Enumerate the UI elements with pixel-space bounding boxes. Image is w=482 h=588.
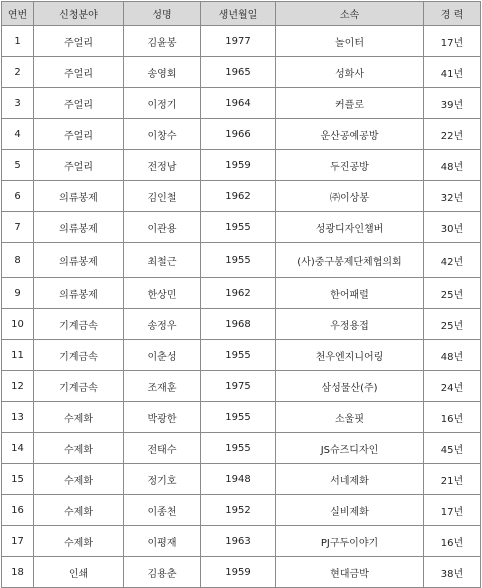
table-row xyxy=(2,150,481,181)
row-birth-year: 1955 xyxy=(201,433,276,464)
header-birth-year: 생년월일 xyxy=(201,2,276,26)
row-career: 25년 xyxy=(424,278,481,309)
row-index: 9 xyxy=(2,278,34,309)
row-field: 의류봉제 xyxy=(34,181,124,212)
row-career: 45년 xyxy=(424,433,481,464)
row-affiliation: 천우엔지니어링 xyxy=(276,340,424,371)
row-name: 박광한 xyxy=(124,402,201,433)
table-row xyxy=(2,340,481,371)
row-birth-year: 1952 xyxy=(201,495,276,526)
row-name: 김윤봉 xyxy=(124,26,201,57)
row-index: 12 xyxy=(2,371,34,402)
row-field: 수제화 xyxy=(34,402,124,433)
table-row xyxy=(2,495,481,526)
table-row xyxy=(2,433,481,464)
row-career: 24년 xyxy=(424,371,481,402)
row-career: 22년 xyxy=(424,119,481,150)
row-name: 송정우 xyxy=(124,309,201,340)
row-birth-year: 1964 xyxy=(201,88,276,119)
row-index: 15 xyxy=(2,464,34,495)
row-birth-year: 1955 xyxy=(201,243,276,278)
row-affiliation: (사)중구봉제단체협의회 xyxy=(276,243,424,278)
row-career: 17년 xyxy=(424,495,481,526)
row-index: 4 xyxy=(2,119,34,150)
row-career: 16년 xyxy=(424,526,481,557)
row-birth-year: 1962 xyxy=(201,181,276,212)
row-birth-year: 1955 xyxy=(201,340,276,371)
row-career: 42년 xyxy=(424,243,481,278)
row-name: 조재훈 xyxy=(124,371,201,402)
row-name: 김인철 xyxy=(124,181,201,212)
row-affiliation: 성화사 xyxy=(276,57,424,88)
row-name: 정기호 xyxy=(124,464,201,495)
header-career: 경 력 xyxy=(424,2,481,26)
row-career: 21년 xyxy=(424,464,481,495)
row-index: 5 xyxy=(2,150,34,181)
header-affiliation: 소속 xyxy=(276,2,424,26)
row-birth-year: 1966 xyxy=(201,119,276,150)
table-body xyxy=(2,26,481,588)
row-name: 이관용 xyxy=(124,212,201,243)
row-affiliation: ㈜이상봉 xyxy=(276,181,424,212)
row-field: 주얼리 xyxy=(34,26,124,57)
row-career: 39년 xyxy=(424,88,481,119)
row-affiliation: 성광디자인챔버 xyxy=(276,212,424,243)
row-birth-year: 1948 xyxy=(201,464,276,495)
table-row xyxy=(2,26,481,57)
row-birth-year: 1955 xyxy=(201,212,276,243)
header-field: 신청분야 xyxy=(34,2,124,26)
table-row xyxy=(2,243,481,278)
row-affiliation: 한어패럴 xyxy=(276,278,424,309)
table-row xyxy=(2,309,481,340)
row-birth-year: 1959 xyxy=(201,557,276,588)
row-birth-year: 1975 xyxy=(201,371,276,402)
row-index: 7 xyxy=(2,212,34,243)
row-index: 6 xyxy=(2,181,34,212)
table-row xyxy=(2,402,481,433)
row-affiliation: 실비제화 xyxy=(276,495,424,526)
row-field: 수제화 xyxy=(34,526,124,557)
row-name: 이정기 xyxy=(124,88,201,119)
header-index: 연번 xyxy=(2,2,34,26)
row-field: 의류봉제 xyxy=(34,243,124,278)
row-index: 10 xyxy=(2,309,34,340)
row-name: 전태수 xyxy=(124,433,201,464)
table-row xyxy=(2,557,481,588)
row-index: 1 xyxy=(2,26,34,57)
row-birth-year: 1965 xyxy=(201,57,276,88)
row-name: 전정남 xyxy=(124,150,201,181)
header-name: 성명 xyxy=(124,2,201,26)
row-affiliation: 현대금박 xyxy=(276,557,424,588)
row-career: 41년 xyxy=(424,57,481,88)
row-affiliation: PJ구두이야기 xyxy=(276,526,424,557)
row-field: 주얼리 xyxy=(34,150,124,181)
row-index: 8 xyxy=(2,243,34,278)
table-row xyxy=(2,278,481,309)
row-index: 16 xyxy=(2,495,34,526)
row-index: 2 xyxy=(2,57,34,88)
row-affiliation: 우정용접 xyxy=(276,309,424,340)
row-name: 김용춘 xyxy=(124,557,201,588)
row-name: 이창수 xyxy=(124,119,201,150)
row-birth-year: 1955 xyxy=(201,402,276,433)
row-field: 수제화 xyxy=(34,464,124,495)
row-name: 이춘성 xyxy=(124,340,201,371)
row-birth-year: 1977 xyxy=(201,26,276,57)
row-career: 17년 xyxy=(424,26,481,57)
row-field: 주얼리 xyxy=(34,57,124,88)
row-field: 의류봉제 xyxy=(34,278,124,309)
row-name: 이종천 xyxy=(124,495,201,526)
row-career: 16년 xyxy=(424,402,481,433)
master-craftsmen-table xyxy=(1,1,481,588)
row-career: 38년 xyxy=(424,557,481,588)
row-birth-year: 1959 xyxy=(201,150,276,181)
row-affiliation: 소울핏 xyxy=(276,402,424,433)
row-career: 25년 xyxy=(424,309,481,340)
table-row xyxy=(2,212,481,243)
row-index: 18 xyxy=(2,557,34,588)
row-index: 17 xyxy=(2,526,34,557)
row-name: 최철근 xyxy=(124,243,201,278)
table-row xyxy=(2,57,481,88)
table-row xyxy=(2,464,481,495)
row-career: 48년 xyxy=(424,150,481,181)
row-affiliation: 커플로 xyxy=(276,88,424,119)
row-field: 수제화 xyxy=(34,433,124,464)
row-birth-year: 1963 xyxy=(201,526,276,557)
row-name: 한상민 xyxy=(124,278,201,309)
row-field: 주얼리 xyxy=(34,119,124,150)
row-affiliation: 운산공예공방 xyxy=(276,119,424,150)
row-index: 13 xyxy=(2,402,34,433)
table-row xyxy=(2,181,481,212)
row-field: 기계금속 xyxy=(34,340,124,371)
row-affiliation: 놀이터 xyxy=(276,26,424,57)
row-career: 48년 xyxy=(424,340,481,371)
row-affiliation: 두진공방 xyxy=(276,150,424,181)
row-affiliation: JS슈즈디자인 xyxy=(276,433,424,464)
table-header-row xyxy=(2,2,481,26)
row-name: 이평재 xyxy=(124,526,201,557)
row-index: 3 xyxy=(2,88,34,119)
row-index: 11 xyxy=(2,340,34,371)
row-field: 주얼리 xyxy=(34,88,124,119)
table-row xyxy=(2,371,481,402)
row-field: 기계금속 xyxy=(34,309,124,340)
row-field: 인쇄 xyxy=(34,557,124,588)
table-row xyxy=(2,88,481,119)
table-row xyxy=(2,526,481,557)
row-field: 의류봉제 xyxy=(34,212,124,243)
row-birth-year: 1968 xyxy=(201,309,276,340)
row-affiliation: 삼성물산(주) xyxy=(276,371,424,402)
row-field: 수제화 xyxy=(34,495,124,526)
row-name: 송영회 xyxy=(124,57,201,88)
row-birth-year: 1962 xyxy=(201,278,276,309)
row-affiliation: 서네제화 xyxy=(276,464,424,495)
row-career: 32년 xyxy=(424,181,481,212)
row-career: 30년 xyxy=(424,212,481,243)
row-index: 14 xyxy=(2,433,34,464)
row-field: 기계금속 xyxy=(34,371,124,402)
table-row xyxy=(2,119,481,150)
